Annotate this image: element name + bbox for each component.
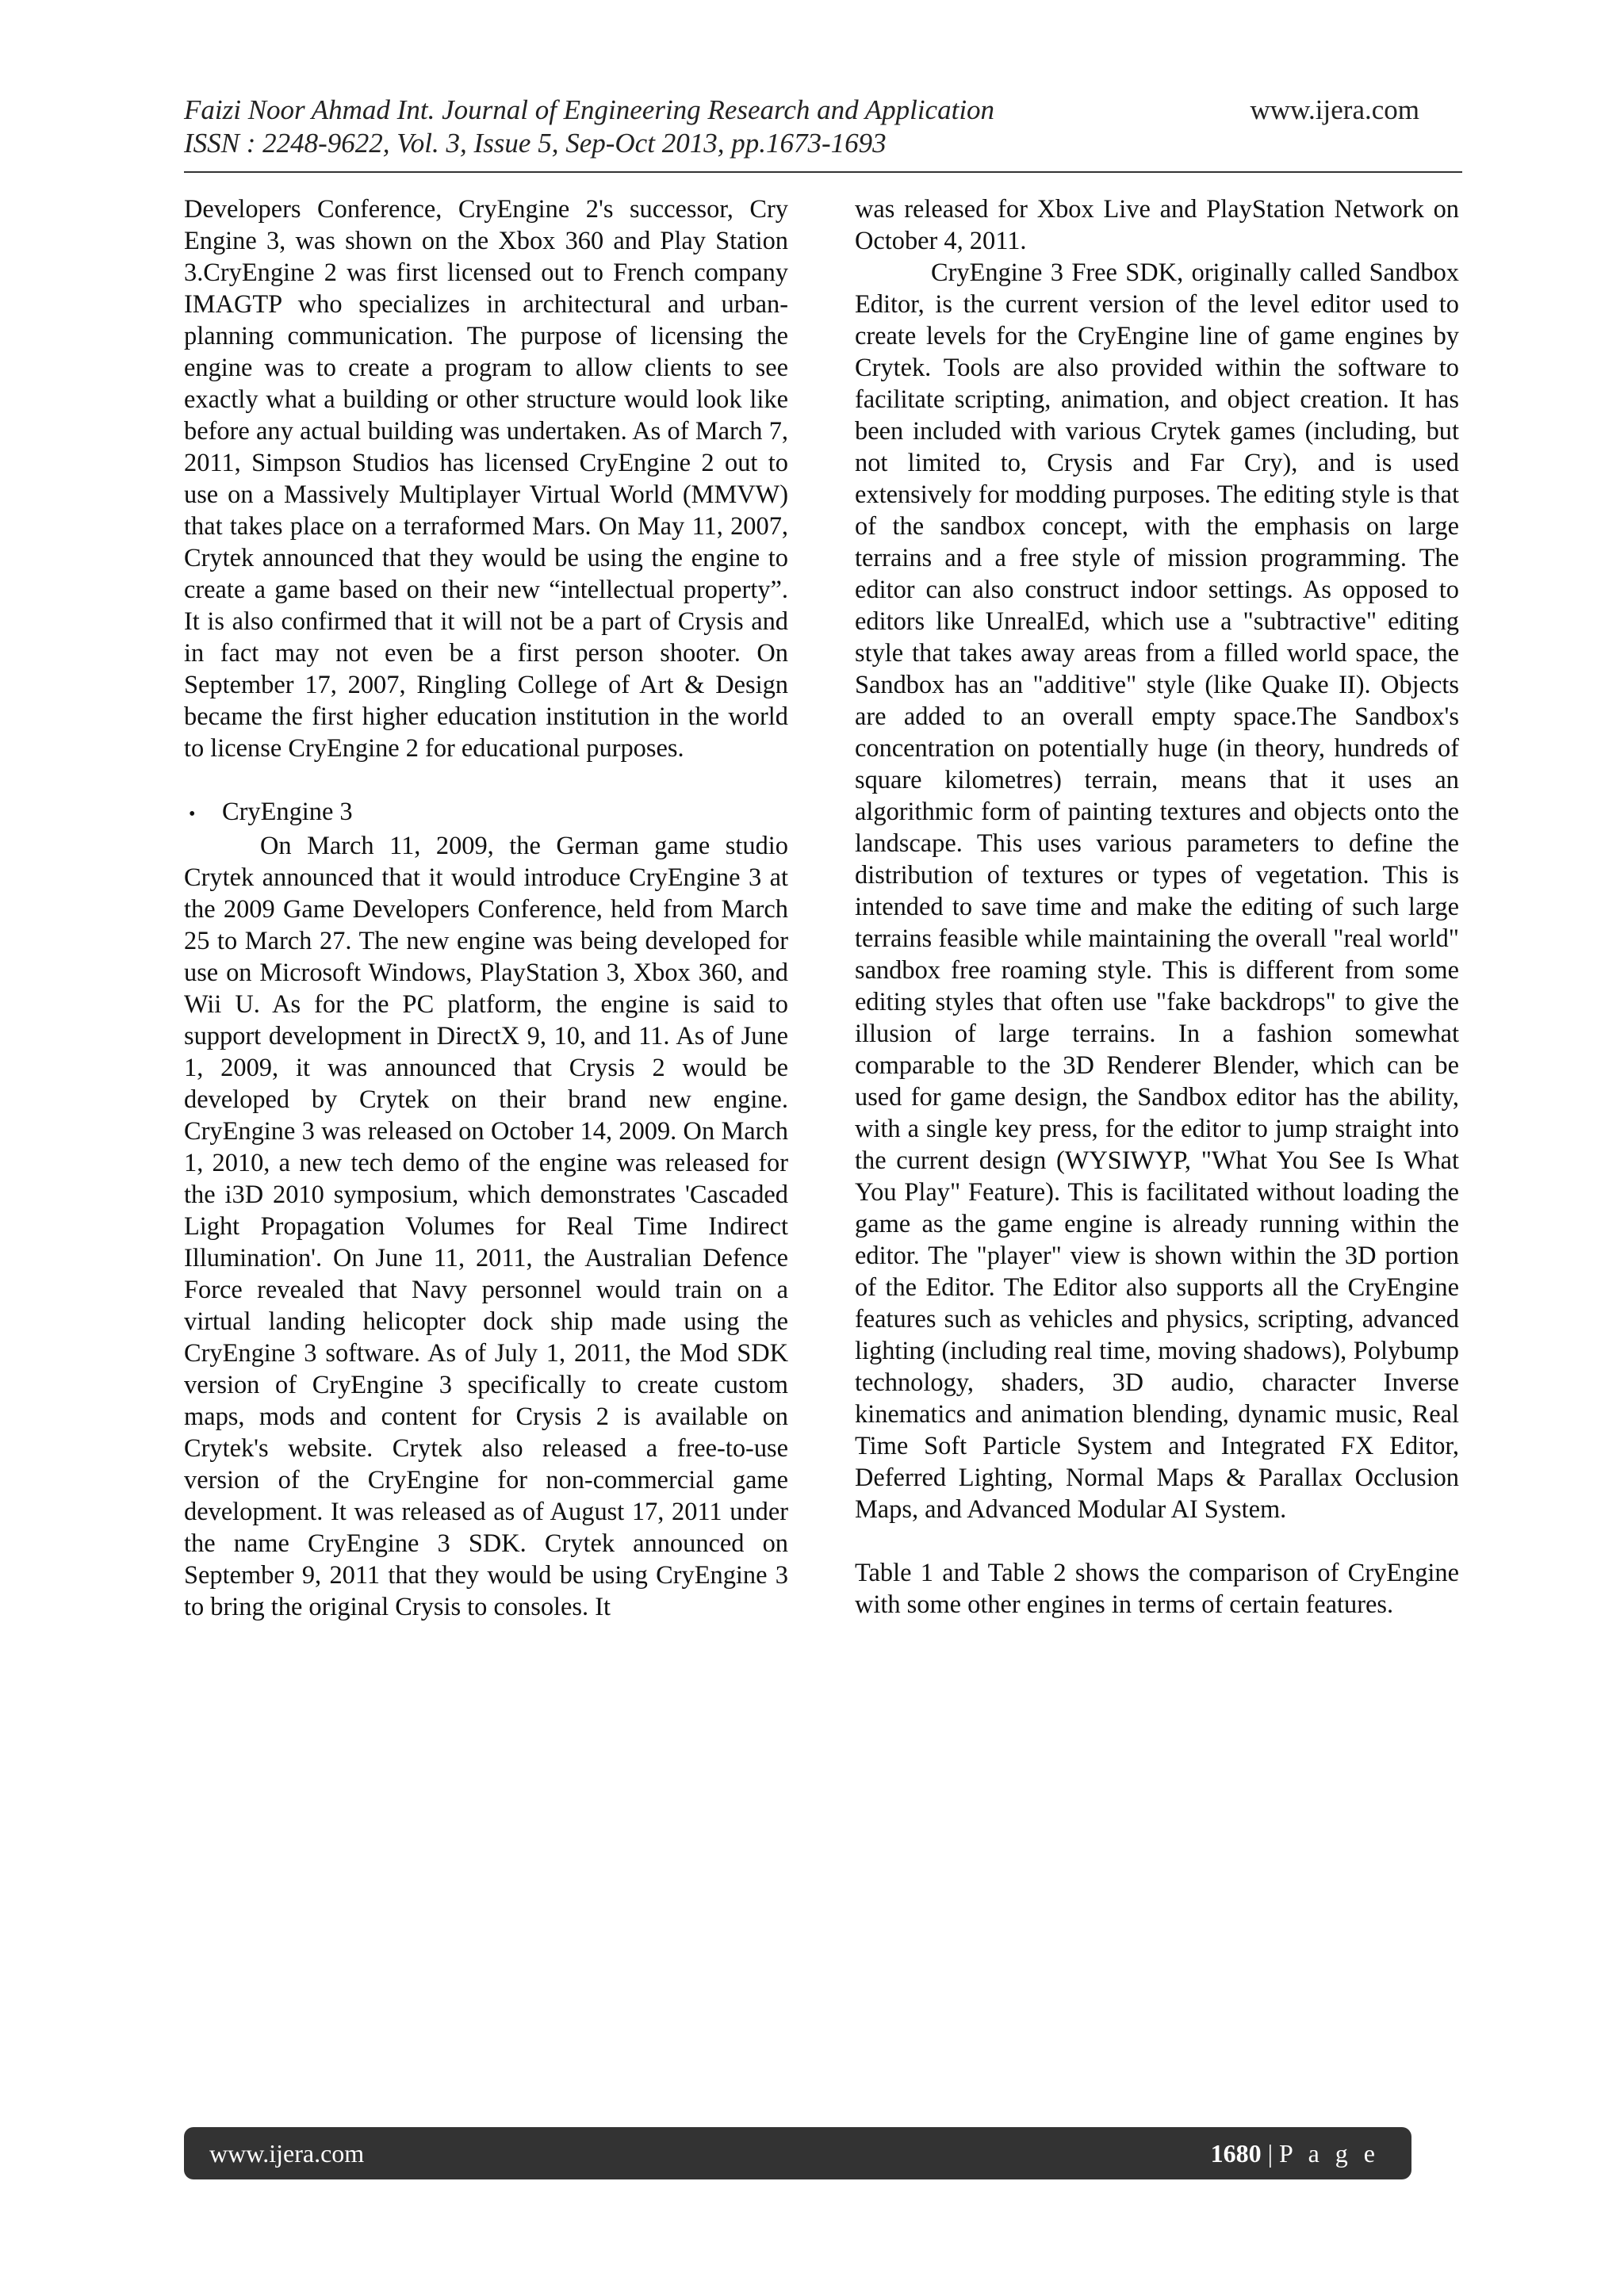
bullet-icon: • (189, 804, 196, 825)
page-word: P a g e (1278, 2138, 1380, 2168)
paragraph-gap (855, 1525, 1459, 1557)
header-top-line (184, 94, 1461, 127)
footer-separator: | (1261, 2138, 1279, 2168)
left-paragraph-1: Developers Conference, CryEngine 2's successor, Cry Engine 3, was shown on the Xbox 360 and Play Station 3.CryEngine 2 was first licensed out to French company IMAGTP who specializes in architectural and urban-planning communication. The purpose of licensing the engine was to create a program to allow clients to see exactly what a building or other structure would look like before any actual building was undertaken. As of March 7, 2011, Simpson Studios has licensed CryEngine 2 out to use on a Massively Multiplayer Virtual World (MMVW) that takes place on a terraformed Mars. On May 11, 2007, Crytek announced that they would be using the engine to create a game based on their new “intellectual property”. It is also confirmed that it will not be a part of Crysis and in fact may not even be a first person shooter. On September 17, 2007, Ringling College of Art & Design became the first higher education institution in the world to license CryEngine 2 for educational purposes. (184, 195, 788, 763)
paragraph-gap (184, 764, 788, 796)
journal-citation: Faizi Noor Ahmad Int. Journal of Engineering Research and Application (184, 94, 995, 125)
footer-page-label (1211, 2139, 1380, 2168)
section-heading-cryengine-3 (184, 796, 788, 830)
page-header (184, 94, 1461, 160)
footer-website: www.ijera.com (209, 2138, 365, 2168)
left-column (184, 193, 788, 1623)
page-number: 1680 (1210, 2138, 1262, 2168)
right-paragraph-3: Table 1 and Table 2 shows the comparison of CryEngine with some other engines in terms of certain features. (855, 1559, 1459, 1619)
right-column (855, 193, 1459, 1621)
header-rule (184, 171, 1462, 173)
header-website: www.ijera.com (1250, 94, 1419, 125)
left-paragraph-2: On March 11, 2009, the German game studio Crytek announced that it would introduce CryEngine 3 at the 2009 Game Developers Conference, held from March 25 to March 27. The new engine was being developed for use on Microsoft Windows, PlayStation 3, Xbox 360, and Wii U. As for the PC platform, the engine is said to support development in DirectX 9, 10, and 11. As of June 1, 2009, it was announced that Crysis 2 would be developed by Crytek on their brand new engine. CryEngine 3 was released on October 14, 2009. On March 1, 2010, a new tech demo of the engine was released for the i3D 2010 symposium, which demonstrates 'Cascaded Light Propagation Volumes for Real Time Indirect Illumination'. On June 11, 2011, the Australian Defence Force revealed that Navy personnel would train on a virtual landing helicopter dock ship made using the CryEngine 3 software. As of July 1, 2011, the Mod SDK version of CryEngine 3 specifically to create custom maps, mods and content for Crysis 2 is available on Crytek's website. Crytek also released a free-to-use version of the CryEngine for non-commercial game development. It was released as of August 17, 2011 under the name CryEngine 3 SDK. Crytek announced on September 9, 2011 that they would be using CryEngine 3 to bring the original Crysis to consoles. It (184, 832, 788, 1621)
right-paragraph-2: CryEngine 3 Free SDK, originally called Sandbox Editor, is the current version of the level editor used to create levels for the CryEngine line of game engines by Crytek. Tools are also provided within the software to facilitate scripting, animation, and object creation. It has been included with various Crytek games (including, but not limited to, Crysis and Far Cry), and is used extensively for modding purposes. The editing style is that of the sandbox concept, with the emphasis on large terrains and a free style of mission programming. The editor can also construct indoor settings. As opposed to editors like UnrealEd, which use a "subtractive" editing style that takes away areas from a filled world space, the Sandbox has an "additive" style (like Quake II). Objects are added to an overall empty space.The Sandbox's concentration on potentially huge (in theory, hundreds of square kilometres) terrain, means that it uses an algorithmic form of painting textures and objects onto the landscape. This uses various parameters to define the distribution of textures or types of vegetation. This is intended to save time and make the editing of such large terrains feasible while maintaining the overall "real world" sandbox free roaming style. This is different from some editing styles that often use "fake backdrops" to give the illusion of large terrains. In a fashion somewhat comparable to the 3D Renderer Blender, which can be used for game design, the Sandbox editor has the ability, with a single key press, for the editor to jump straight into the current design (WYSIWYP, "What You See Is What You Play" Feature). This is facilitated without loading the game as the game engine is already running within the editor. The "player" view is shown within the 3D portion of the Editor. The Editor also supports all the CryEngine features such as vehicles and physics, scripting, advanced lighting (including real time, moving shadows), Polybump technology, shaders, 3D audio, character Inverse kinematics and animation blending, dynamic music, Real Time Soft Particle System and Integrated FX Editor, Deferred Lighting, Normal Maps & Parallax Occlusion Maps, and Advanced Modular AI System. (855, 258, 1459, 1524)
section-heading-text: CryEngine 3 (222, 798, 353, 826)
issn-line: ISSN : 2248-9622, Vol. 3, Issue 5, Sep-Oct 2013, pp.1673-1693 (184, 128, 887, 159)
page-footer (184, 2127, 1411, 2179)
right-paragraph-1: was released for Xbox Live and PlayStation Network on October 4, 2011. (855, 195, 1459, 255)
